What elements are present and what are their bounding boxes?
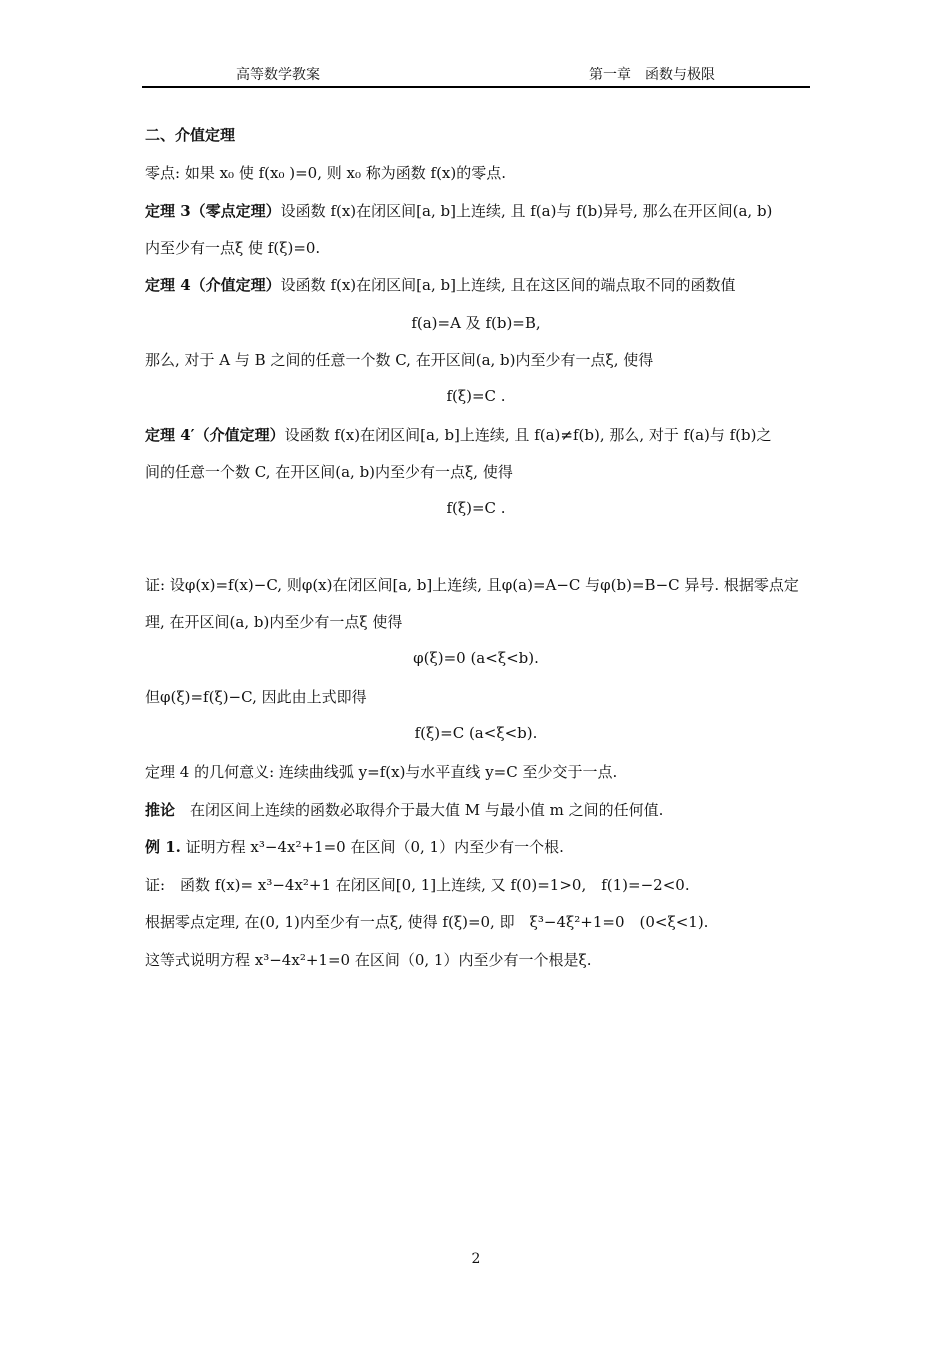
theorem3-line2: 内至少有一点ξ 使 f(ξ)=0.: [145, 239, 321, 257]
example1-proof-line2: 根据零点定理, 在(0, 1)内至少有一点ξ, 使得 f(ξ)=0, 即 ξ³−4ξ²+1=0 (0<ξ<1).: [145, 913, 709, 931]
theorem4-formula1: f(a)=A 及 f(b)=B,: [411, 314, 541, 332]
proof-line1: 证: 设φ(x)=f(x)−C, 则φ(x)在闭区间[a, b]上连续, 且φ(a)=A−C 与φ(b)=B−C 异号. 根据零点定: [145, 576, 799, 594]
theorem4-formula2: f(ξ)=C .: [446, 387, 506, 405]
theorem4-line1: [145, 274, 735, 295]
theorem4p-text: 设函数 f(x)在闭区间[a, b]上连续, 且 f(a)≠f(b), 那么, 对于 f(a)与 f(b)之: [284, 426, 772, 444]
theorem3-text: 设函数 f(x)在闭区间[a, b]上连续, 且 f(a)与 f(b)异号, 那么在开区间(a, b): [280, 202, 773, 220]
theorem4p-line2: 间的任意一个数 C, 在开区间(a, b)内至少有一点ξ, 使得: [145, 463, 513, 481]
theorem4p-line1: [145, 424, 772, 445]
header-right: 第一章 函数与极限: [589, 67, 715, 83]
theorem4-line2: 那么, 对于 A 与 B 之间的任意一个数 C, 在开区间(a, b)内至少有一点ξ, 使得: [145, 351, 654, 369]
header-left: 高等数学教案: [236, 67, 320, 83]
example1-proof-line1: 证: 函数 f(x)= x³−4x²+1 在闭区间[0, 1]上连续, 又 f(0)=1>0, f(1)=−2<0.: [145, 876, 690, 894]
example1: [145, 836, 564, 857]
example1-label: 例 1.: [145, 838, 181, 856]
section-title: 二、介值定理: [145, 126, 236, 144]
corollary-label: 推论: [145, 801, 176, 819]
zero-point-definition: 零点: 如果 x₀ 使 f(x₀ )=0, 则 x₀ 称为函数 f(x)的零点.: [145, 164, 507, 182]
proof-formula2: f(ξ)=C (a<ξ<b).: [414, 724, 538, 742]
proof-formula1: φ(ξ)=0 (a<ξ<b).: [413, 649, 539, 667]
example1-proof-line3: 这等式说明方程 x³−4x²+1=0 在区间（0, 1）内至少有一个根是ξ.: [145, 951, 592, 969]
theorem4p-label: 定理 4′（介值定理）: [145, 426, 285, 444]
corollary-text: 在闭区间上连续的函数必取得介于最大值 M 与最小值 m 之间的任何值.: [175, 801, 664, 819]
corollary: [145, 799, 663, 820]
proof-line3: 但φ(ξ)=f(ξ)−C, 因此由上式即得: [145, 688, 367, 706]
theorem4-text: 设函数 f(x)在闭区间[a, b]上连续, 且在这区间的端点取不同的函数值: [280, 276, 736, 294]
theorem4-label: 定理 4（介值定理）: [145, 276, 281, 294]
theorem3-line1: [145, 200, 772, 221]
theorem4p-formula: f(ξ)=C .: [446, 499, 506, 517]
header-rule: [142, 86, 810, 88]
geometric-meaning: 定理 4 的几何意义: 连续曲线弧 y=f(x)与水平直线 y=C 至少交于一点.: [145, 763, 618, 781]
page-number: 2: [471, 1251, 481, 1267]
example1-text: 证明方程 x³−4x²+1=0 在区间（0, 1）内至少有一个根.: [180, 838, 564, 856]
theorem3-label: 定理 3（零点定理）: [145, 202, 281, 220]
proof-line2: 理, 在开区间(a, b)内至少有一点ξ 使得: [145, 613, 403, 631]
